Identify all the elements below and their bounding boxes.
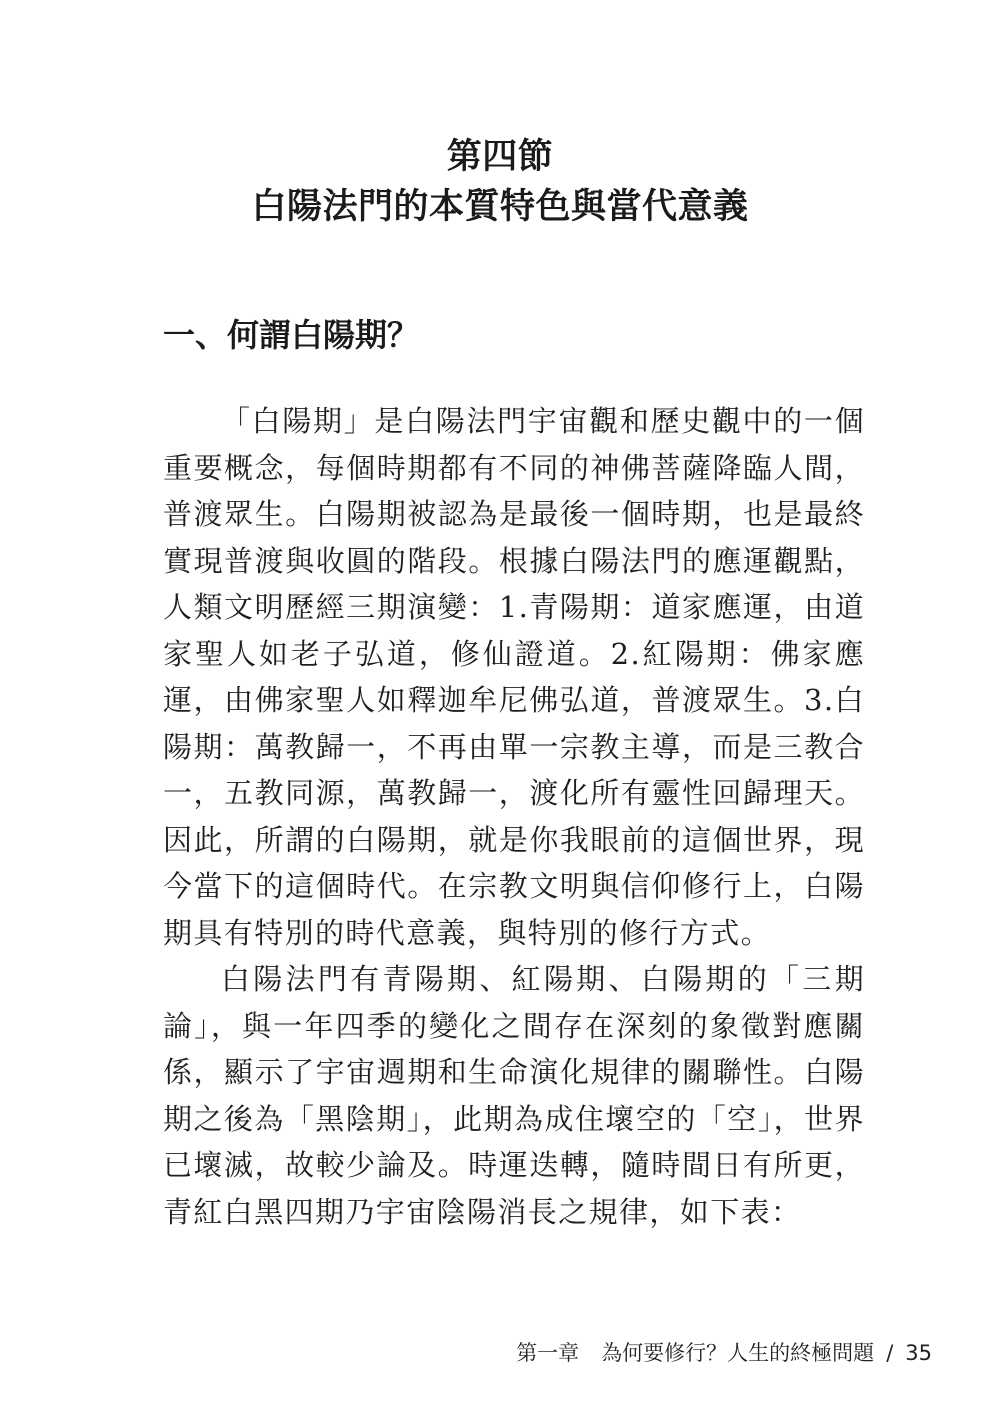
footer-chapter: 第一章 (516, 1341, 580, 1365)
page-footer (516, 1336, 932, 1370)
section-subtitle: 白陽法門的本質特色與當代意義 (251, 187, 749, 227)
body-text (163, 398, 865, 1235)
paragraph-1: 「白陽期」是白陽法門宇宙觀和歷史觀中的一個重要概念，每個時期都有不同的神佛菩薩降臨人間，普渡眾生。白陽期被認為是最後一個時期，也是最終實現普渡與收圓的階段。根據白陽法門的應運觀點，人類文明歷經三期演變：1.青陽期：道家應運，由道家聖人如老子弘道，修仙證道。2.紅陽期：佛家應運，由佛家聖人如釋迦牟尼佛弘道，普渡眾生。3.白陽期：萬教歸一，不再由單一宗教主導，而是三教合一，五教同源，萬教歸一，渡化所有靈性回歸理天。因此，所謂的白陽期，就是你我眼前的這個世界，現今當下的這個時代。在宗教文明與信仰修行上，白陽期具有特別的時代意義，與特別的修行方式。 (163, 404, 865, 950)
paragraph-2: 白陽法門有青陽期、紅陽期、白陽期的「三期論」，與一年四季的變化之間存在深刻的象徵對應關係，顯示了宇宙週期和生命演化規律的關聯性。白陽期之後為「黑陰期」，此期為成住壞空的「空」，世界已壞滅，故較少論及。時運迭轉，隨時間日有所更，青紅白黑四期乃宇宙陰陽消長之規律，如下表： (163, 962, 865, 1229)
footer-chapter-title: 為何要修行？人生的終極問題 (601, 1341, 875, 1365)
section-title (0, 132, 1000, 232)
section-number-title: 第四節 (446, 137, 554, 177)
footer-separator: / (886, 1341, 894, 1365)
subsection-heading: 一、何謂白陽期？ (163, 316, 420, 354)
page-number: 35 (905, 1341, 932, 1365)
